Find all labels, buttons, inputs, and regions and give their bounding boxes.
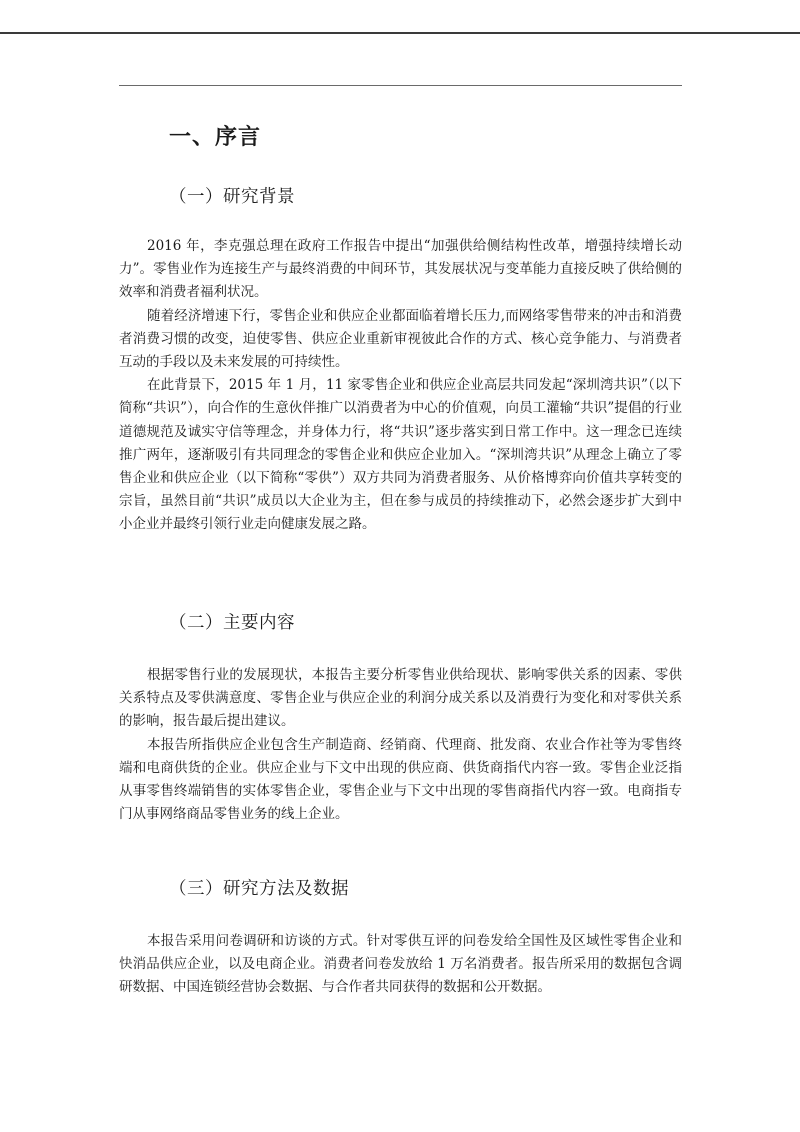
section-body-methods	[119, 930, 682, 1000]
section-heading-main-content: （二）主要内容	[169, 613, 295, 633]
paragraph: 在此背景下，2015 年 1 月，11 家零售企业和供应企业高层共同发起“深圳湾共识”（以下简称“共识”），向合作的生意伙伴推广以消费者为中心的价值观，向员工灌输“共识”提倡的行业道德规范及诚实守信等理念，并身体力行，将“共识”逐步落实到日常工作中。这一理念已连续推广两年，逐渐吸引有共同理念的零售企业和供应企业加入。“深圳湾共识”从理念上确立了零售企业和供应企业（以下简称“零供”）双方共同为消费者服务、从价格博弈向价值共享转变的宗旨，虽然目前“共识”成员以大企业为主，但在参与成员的持续推动下，必然会逐步扩大到中小企业并最终引领行业走向健康发展之路。	[119, 377, 682, 533]
paragraph: 2016 年，李克强总理在政府工作报告中提出“加强供给侧结构性改革，增强持续增长动力”。零售业作为连接生产与最终消费的中间环节，其发展状况与变革能力直接反映了供给侧的效率和消费者福利状况。	[119, 238, 682, 301]
header-rule	[119, 85, 682, 86]
section-heading-methods: （三）研究方法及数据	[169, 879, 349, 899]
section-heading-background: （一）研究背景	[169, 187, 295, 207]
section-body-background	[119, 235, 682, 537]
section-body-main-content	[119, 664, 682, 826]
paragraph: 根据零售行业的发展现状，本报告主要分析零售业供给现状、影响零供关系的因素、零供关系特点及零供满意度、零售企业与供应企业的利润分成关系以及消费行为变化和对零供关系的影响，报告最后提出建议。	[119, 667, 682, 730]
paragraph: 随着经济增速下行，零售企业和供应企业都面临着增长压力,而网络零售带来的冲击和消费者消费习惯的改变，迫使零售、供应企业重新审视彼此合作的方式、核心竞争能力、与消费者互动的手段以及未来发展的可持续性。	[119, 307, 682, 371]
paragraph: 本报告所指供应企业包含生产制造商、经销商、代理商、批发商、农业合作社等为零售终端和电商供货的企业。供应企业与下文中出现的供应商、供货商指代内容一致。零售企业泛指从事零售终端销售的实体零售企业，零售企业与下文中出现的零售商指代内容一致。电商指专门从事网络商品零售业务的线上企业。	[119, 736, 682, 823]
page-top-border	[0, 32, 800, 34]
paragraph: 本报告采用问卷调研和访谈的方式。针对零供互评的问卷发给全国性及区域性零售企业和快消品供应企业，以及电商企业。消费者问卷发放给 1 万名消费者。报告所采用的数据包含调研数据、中国连锁经营协会数据、与合作者共同获得的数据和公开数据。	[119, 933, 682, 996]
chapter-title: 一、序言	[169, 124, 262, 150]
